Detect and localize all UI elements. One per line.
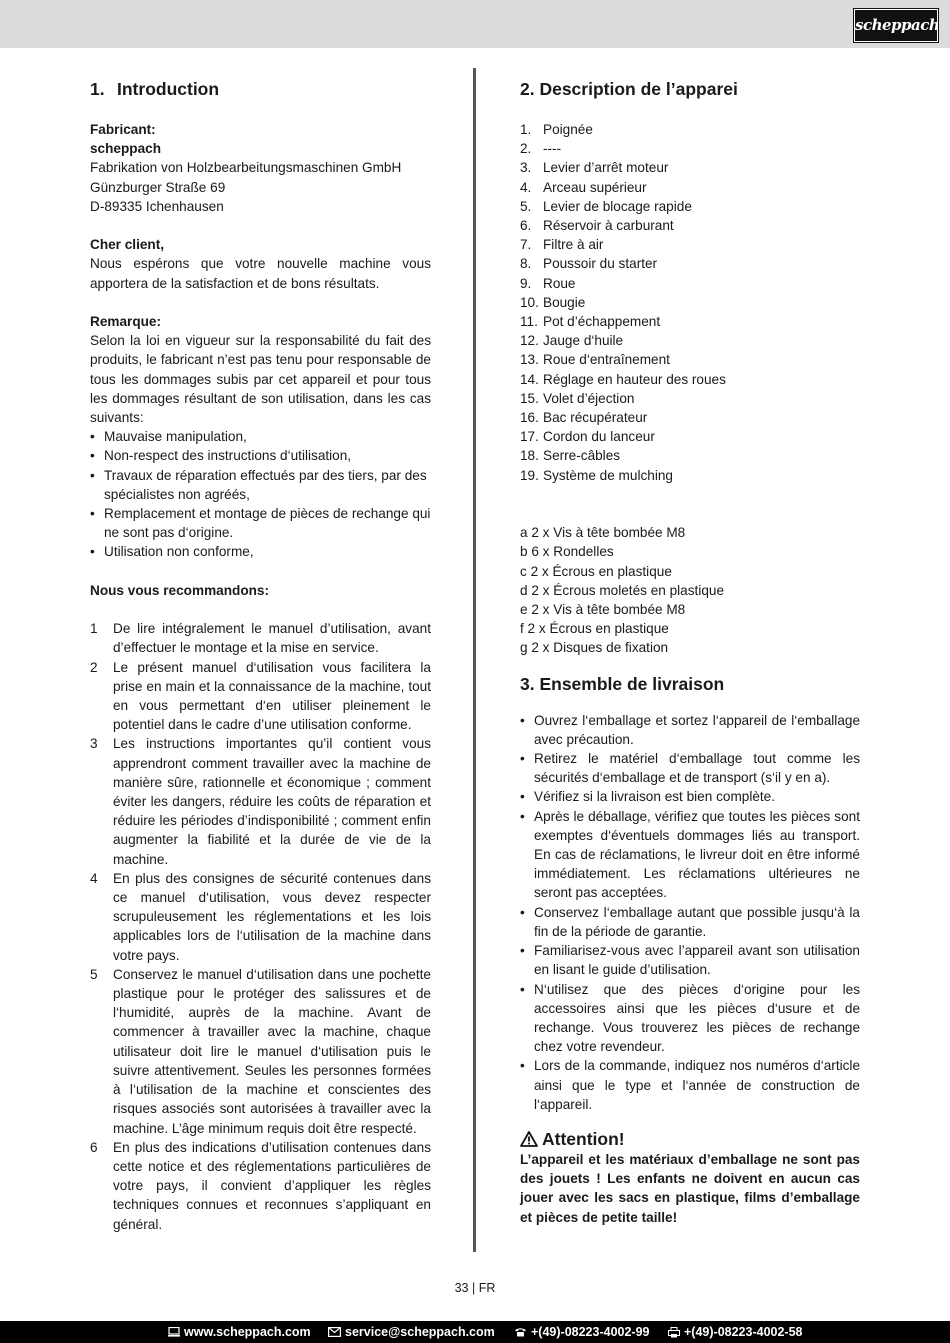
list-item: 3 Les instructions importantes qu’il contient vous apprendront comment travailler avec la machine de manière sûre, rationnelle et économique ; comment éviter les dangers, réduire les coûts de réparation et réduire les périodes d’indisponibilité ; comment enfin augmenter la fiabilité et la durée de vie de la machine. bbox=[90, 736, 431, 867]
list-item: 6. Réservoir à carburant bbox=[520, 218, 674, 234]
list-item: • N‘utilisez que des pièces d‘origine pour les accessoires ainsi que les pièces d‘usure et de rechange. Vous trouverez les pièces de rechange chez votre revendeur. bbox=[520, 980, 860, 1057]
list-item: c 2 x Écrous en plastique bbox=[520, 563, 672, 579]
list-item: 13. Roue d‘entraînement bbox=[520, 352, 670, 368]
list-item: • Familiarisez-vous avec l’appareil avant son utilisation en lisant le guide d’utilisation. bbox=[520, 941, 860, 979]
list-item: 8. Poussoir du starter bbox=[520, 256, 658, 272]
list-item: • Non-respect des instructions d‘utilisation, bbox=[90, 446, 431, 465]
list-item: g 2 x Disques de fixation bbox=[520, 640, 669, 656]
list-item: f 2 x Écrous en plastique bbox=[520, 621, 669, 637]
column-divider bbox=[473, 68, 476, 1252]
client-text: Nous espérons que votre nouvelle machine vous apportera de la satisfaction et de bons résultats. bbox=[90, 256, 431, 291]
list-item: 10. Bougie bbox=[520, 294, 586, 310]
manufacturer-line: Fabrikation von Holzbearbeitungsmaschinen GmbH bbox=[90, 160, 402, 176]
list-item: 4 En plus des consignes de sécurité contenues dans ce manuel d‘utilisation, vous devez respecter scrupuleusement les réglementations et les lois applicables lors de l‘utilisation de la machine dans votre pays. bbox=[90, 870, 431, 963]
manufacturer-line: Günzburger Straße 69 bbox=[90, 179, 226, 195]
list-item: 14. Réglage en hauteur des roues bbox=[520, 371, 726, 387]
monitor-icon bbox=[168, 1327, 180, 1337]
fax-icon bbox=[668, 1327, 680, 1338]
section-title-introduction: 1. Introduction bbox=[90, 79, 220, 99]
client-label: Cher client, bbox=[90, 237, 165, 253]
hardware-list bbox=[520, 523, 860, 657]
header-bar bbox=[0, 0, 950, 48]
remark-label: Remarque: bbox=[90, 314, 162, 329]
list-item: 1. Poignée bbox=[520, 122, 593, 137]
manufacturer-name: scheppach bbox=[90, 141, 162, 157]
list-item: • Lors de la commande, indiquez nos numéros d‘article ainsi que le type et l‘année de construction de l‘appareil. bbox=[520, 1056, 860, 1114]
footer-bar bbox=[0, 1321, 950, 1343]
parts-list bbox=[520, 120, 860, 485]
footer-fax[interactable]: +(49)-08223-4002-58 bbox=[668, 1321, 803, 1343]
right-column bbox=[520, 78, 860, 1227]
manufacturer-line: D-89335 Ichenhausen bbox=[90, 198, 224, 214]
warning-triangle-icon bbox=[520, 1131, 538, 1147]
list-item: 18. Serre-câbles bbox=[520, 448, 621, 464]
list-item: 4. Arceau supérieur bbox=[520, 179, 647, 195]
list-item: 19. Système de mulching bbox=[520, 467, 673, 483]
list-item: • Vérifiez si la livraison est bien complète. bbox=[520, 787, 860, 806]
list-item: 5 Conservez le manuel d‘utilisation dans une pochette plastique pour le protéger des salissures et de l‘humidité, auprès de la machine. Avant de commencer à travailler avec la machine, chaque utilisateur doit lire le manuel d‘utilisation puis le suivre attentivement. Seules les personnes formées à l‘utilisation de la machine et conscientes des risques associés sont autorisées à travailler avec la machine. L’âge minimum requis doit être respecté. bbox=[90, 966, 431, 1136]
list-item: 6 En plus des indications d’utilisation contenues dans cette notice et des réglementations particulières de votre pays, il convient d’appliquer les règles techniques connues et reconnues s’appliquant en général. bbox=[90, 1139, 431, 1232]
list-item: a 2 x Vis à tête bombée M8 bbox=[520, 525, 686, 541]
section-title-description: 2. Description de l’apparei bbox=[520, 79, 738, 99]
list-item: 2. ---- bbox=[520, 141, 562, 157]
list-item: • Utilisation non conforme, bbox=[90, 542, 431, 561]
list-item: e 2 x Vis à tête bombée M8 bbox=[520, 602, 686, 618]
list-item: 16. Bac récupérateur bbox=[520, 410, 648, 426]
recommend-label: Nous vous recommandons: bbox=[90, 582, 270, 598]
list-item: 15. Volet d’éjection bbox=[520, 390, 635, 406]
list-item: • Retirez le matériel d‘emballage tout comme les sécurités d‘emballage et de transport (s‘il y en a). bbox=[520, 749, 860, 787]
section-title-delivery: 3. Ensemble de livraison bbox=[520, 673, 725, 694]
list-item: 9. Roue bbox=[520, 275, 576, 291]
delivery-list bbox=[520, 711, 860, 1114]
list-item: 17. Cordon du lanceur bbox=[520, 429, 655, 445]
list-item: • Ouvrez l‘emballage et sortez l‘appareil de l‘emballage avec précaution. bbox=[520, 711, 860, 749]
list-item: d 2 x Écrous moletés en plastique bbox=[520, 582, 725, 598]
list-item: 2 Le présent manuel d‘utilisation vous facilitera la prise en main et la connaissance de la machine, tout en vous permettant d‘en utiliser pleinement le potentiel dans le cadre d’une utilisation conforme. bbox=[90, 659, 431, 733]
list-item: • Remplacement et montage de pièces de rechange qui ne sont pas d‘origine. bbox=[90, 504, 431, 542]
list-item: 11. Pot d’échappement bbox=[520, 314, 661, 330]
list-item: • Conservez l‘emballage autant que possible jusqu‘à la fin de la période de garantie. bbox=[520, 903, 860, 941]
list-item: • Travaux de réparation effectués par des tiers, par des spécialistes non agréés, bbox=[90, 466, 431, 504]
footer-website[interactable]: www.scheppach.com bbox=[168, 1321, 311, 1343]
attention-title: Attention! bbox=[542, 1128, 625, 1149]
list-item: 12. Jauge d‘huile bbox=[520, 333, 624, 349]
footer-phone[interactable]: +(49)-08223-4002-99 bbox=[514, 1321, 650, 1343]
phone-icon bbox=[514, 1327, 527, 1337]
list-item: • Après le déballage, vérifiez que toutes les pièces sont exemptes d‘éventuels dommages liés au transport. En cas de réclamations, le livreur doit en être informé immédiatement. Les réclamations ultérieures ne seront pas acceptées. bbox=[520, 807, 860, 903]
manufacturer-label: Fabricant: bbox=[90, 122, 156, 137]
list-item: 7. Filtre à air bbox=[520, 237, 604, 253]
list-item: 3. Levier d’arrêt moteur bbox=[520, 160, 669, 176]
envelope-icon bbox=[328, 1327, 341, 1337]
footer-email[interactable]: service@scheppach.com bbox=[328, 1321, 495, 1343]
attention-heading bbox=[520, 1128, 860, 1150]
list-item: b 6 x Rondelles bbox=[520, 544, 614, 560]
remark-text: Selon la loi en vigueur sur la responsabilité du fait des produits, le fabricant n’est pas tenu pour responsable de tous les dommages subis par cet appareil et pour tous les dommages résultant de son utilisation, dans les cas suivants: bbox=[90, 333, 431, 426]
list-item: 1 De lire intégralement le manuel d’utilisation, avant d’effectuer le montage et la mise en service. bbox=[90, 621, 431, 656]
list-item: 5. Levier de blocage rapide bbox=[520, 198, 692, 214]
page-number: 33 | FR bbox=[454, 1281, 496, 1295]
remark-bullet-list bbox=[90, 427, 431, 561]
list-item: • Mauvaise manipulation, bbox=[90, 427, 431, 446]
attention-text: L’appareil et les matériaux d’emballage ne sont pas des jouets ! Les enfants ne doivent en aucun cas jouer avec les sacs en plastique, films d’emballage et pièces de petite taille! bbox=[520, 1151, 860, 1225]
left-column bbox=[90, 78, 431, 1234]
recommend-list bbox=[90, 619, 431, 1234]
scheppach-logo: scheppach bbox=[854, 9, 938, 42]
